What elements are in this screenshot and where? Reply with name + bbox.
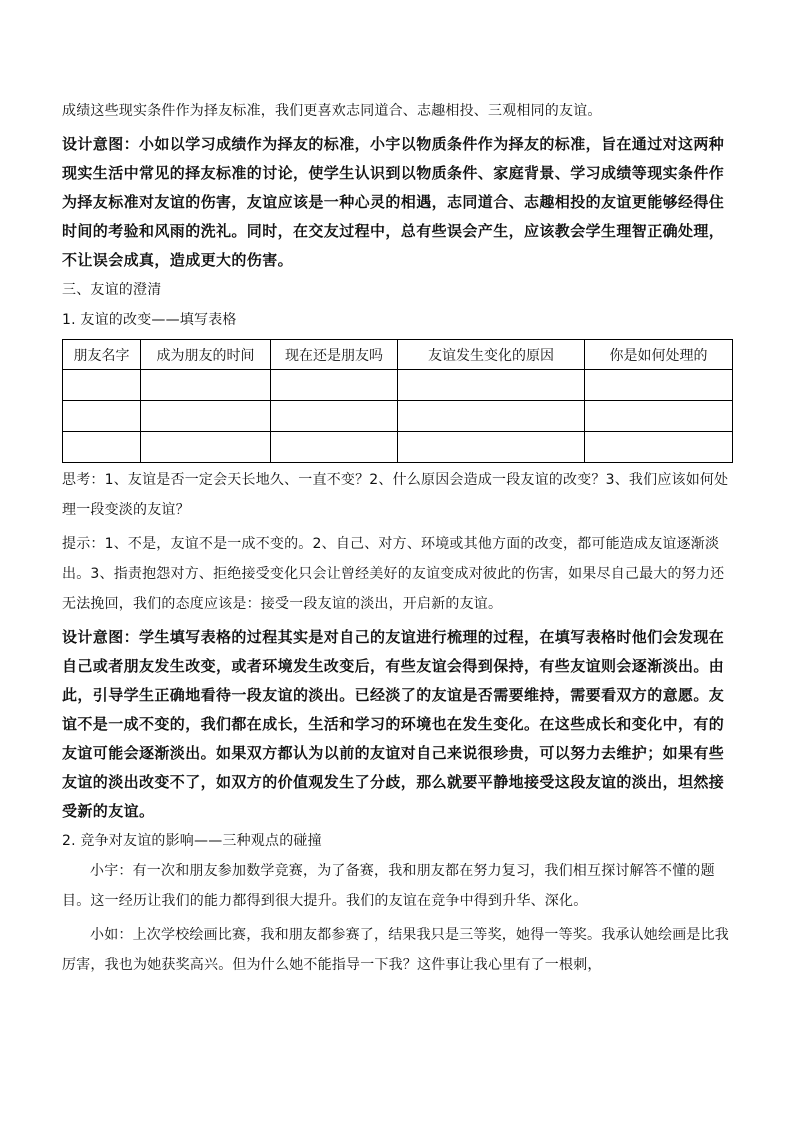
table-cell[interactable]	[63, 401, 141, 432]
table-cell[interactable]	[398, 370, 585, 401]
header-friend-name: 朋友名字	[63, 340, 141, 370]
document-page	[62, 96, 736, 980]
subheading-competition: 2. 竞争对友谊的影响——三种观点的碰撞	[62, 833, 322, 849]
section-heading-clarify: 三、友谊的澄清	[62, 282, 162, 298]
header-change-reason: 友谊发生变化的原因	[398, 340, 585, 370]
table-cell[interactable]	[398, 432, 585, 463]
table-cell[interactable]	[63, 432, 141, 463]
paragraph-criteria-end: 成绩这些现实条件作为择友标准，我们更喜欢志同道合、志趣相投、三观相同的友谊。	[62, 103, 602, 119]
subheading-friendship-change: 1. 友谊的改变——填写表格	[62, 312, 237, 328]
table-cell[interactable]	[398, 401, 585, 432]
design-intent-1: 设计意图：小如以学习成绩作为择友的标准，小宇以物质条件作为择友的标准，旨在通过对这两种现实生活中常见的择友标准的讨论，使学生认识到以物质条件、家庭背景、学习成绩等现实条件作为择友标准对友谊的伤害，友谊应该是一种心灵的相遇，志同道合、志趣相投的友谊更能够经得住时间的考验和风雨的洗礼。同时，在交友过程中，总有些误会产生，应该教会学生理智正确处理，不让误会成真，造成更大的伤害。	[62, 135, 725, 269]
table-header-row	[63, 340, 733, 370]
think-questions: 思考：1、友谊是否一定会天长地久、一直不变？2、什么原因会造成一段友谊的改变？3、我们应该如何处理一段变淡的友谊？	[62, 472, 729, 518]
table-cell[interactable]	[271, 370, 398, 401]
header-friend-since: 成为朋友的时间	[141, 340, 271, 370]
viewpoint-xiaoru: 小如：上次学校绘画比赛，我和朋友都参赛了，结果我只是三等奖，她得一等奖。我承认她绘画是比我厉害，我也为她获奖高兴。但为什么她不能指导一下我？这件事让我心里有了一根刺，	[62, 927, 729, 973]
table-cell[interactable]	[585, 401, 733, 432]
table-cell[interactable]	[271, 432, 398, 463]
friendship-change-table	[62, 339, 733, 463]
design-intent-2: 设计意图：学生填写表格的过程其实是对自己的友谊进行梳理的过程，在填写表格时他们会发现在自己或者朋友发生改变，或者环境发生改变后，有些友谊会得到保持，有些友谊则会逐渐淡出。由此，引导学生正确地看待一段友谊的淡出。已经淡了的友谊是否需要维持，需要看双方的意愿。友谊不是一成不变的，我们都在成长，生活和学习的环境也在发生变化。在这些成长和变化中，有的友谊可能会逐渐淡出。如果双方都认为以前的友谊对自己来说很珍贵，可以努力去维护；如果有些友谊的淡出改变不了，如双方的价值观发生了分歧，那么就要平静地接受这段友谊的淡出，坦然接受新的友谊。	[62, 628, 725, 820]
table-cell[interactable]	[63, 370, 141, 401]
table-cell[interactable]	[271, 401, 398, 432]
header-how-handled: 你是如何处理的	[585, 340, 733, 370]
table-cell[interactable]	[141, 401, 271, 432]
table-cell[interactable]	[141, 432, 271, 463]
hint-answers: 提示：1、不是，友谊不是一成不变的。2、自己、对方、环境或其他方面的改变，都可能造成友谊逐渐淡出。3、指责抱怨对方、拒绝接受变化只会让曾经美好的友谊变成对彼此的伤害，如果尽自己最大的努力还无法挽回，我们的态度应该是：接受一段友谊的淡出，开启新的友谊。	[62, 536, 725, 612]
table-row	[63, 401, 733, 432]
table-cell[interactable]	[585, 432, 733, 463]
viewpoint-xiaoyu: 小宇：有一次和朋友参加数学竞赛，为了备赛，我和朋友都在努力复习，我们相互探讨解答不懂的题目。这一经历让我们的能力都得到很大提升。我们的友谊在竞争中得到升华、深化。	[62, 863, 715, 909]
table-cell[interactable]	[585, 370, 733, 401]
header-still-friends: 现在还是朋友吗	[271, 340, 398, 370]
table-row	[63, 432, 733, 463]
table-row	[63, 370, 733, 401]
table-cell[interactable]	[141, 370, 271, 401]
